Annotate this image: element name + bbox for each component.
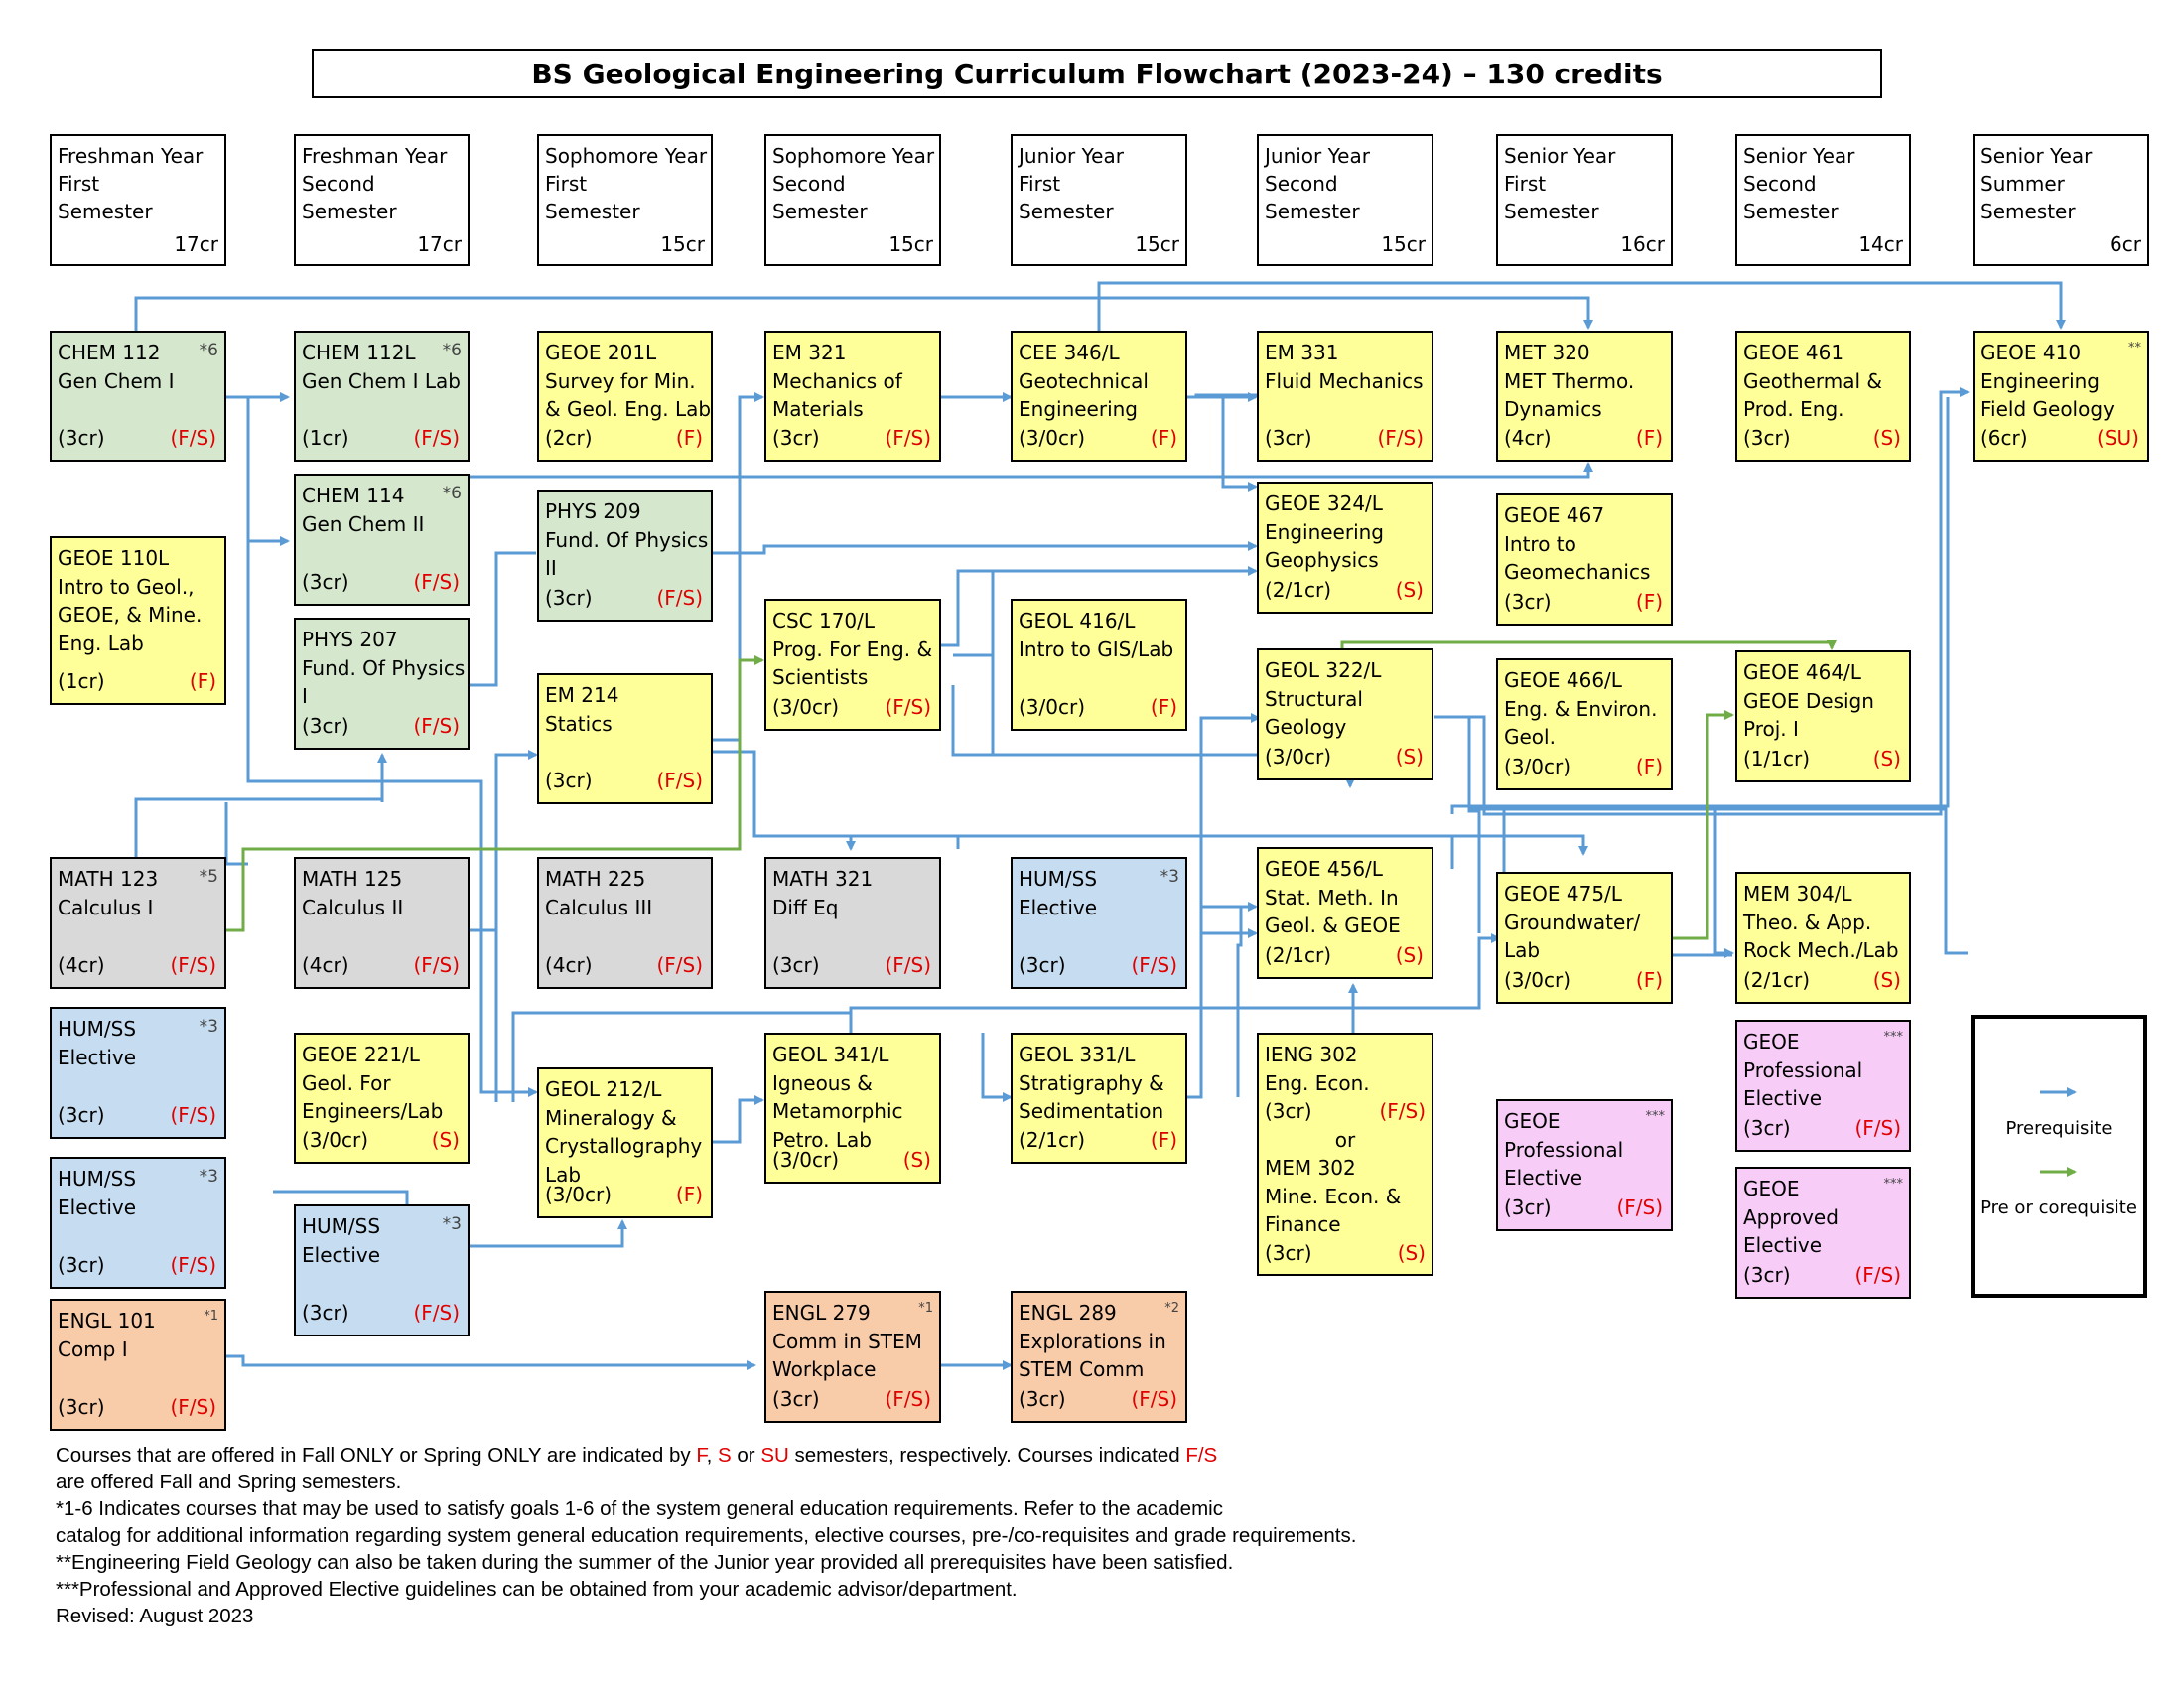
course-geoe-464l: GEOE 464/L GEOE Design Proj. I (1/1cr) (S) <box>1735 650 1911 782</box>
course-em-321: EM 321 Mechanics of Materials (3cr) (F/S) <box>764 331 941 462</box>
course-engl-289: *2 ENGL 289 Explorations in STEM Comm (3cr) (F/S) <box>1011 1291 1187 1423</box>
semester-header: Sophomore Year First Semester 15cr <box>537 134 713 266</box>
course-math-321: MATH 321 Diff Eq (3cr) (F/S) <box>764 857 941 989</box>
course-engl-279: *1 ENGL 279 Comm in STEM Workplace (3cr) (F/S) <box>764 1291 941 1423</box>
course-math-123: *5 MATH 123 Calculus I (4cr) (F/S) <box>50 857 226 989</box>
link <box>226 802 248 864</box>
course-geoe-410: ** GEOE 410 Engineering Field Geology (6cr) (SU) <box>1973 331 2149 462</box>
course-csc-170l: CSC 170/L Prog. For Eng. & Scientists (3/0cr) (F/S) <box>764 599 941 731</box>
course-geoe-475l: GEOE 475/L Groundwater/ Lab (3/0cr) (F) <box>1496 872 1673 1004</box>
course-em-214: EM 214 Statics (3cr) (F/S) <box>537 673 713 804</box>
course-geoe-approved-elective: *** GEOE Approved Elective (3cr) (F/S) <box>1735 1167 1911 1299</box>
course-math-225: MATH 225 Calculus III (4cr) (F/S) <box>537 857 713 989</box>
link <box>136 298 1588 331</box>
footnotes <box>56 1442 1644 1629</box>
course-geoe-461: GEOE 461 Geothermal & Prod. Eng. (3cr) (S) <box>1735 331 1911 462</box>
course-mem-304l: MEM 304/L Theo. & App. Rock Mech./Lab (2/1cr) (S) <box>1735 872 1911 1004</box>
semester-header: Sophomore Year Second Semester 15cr <box>764 134 941 266</box>
course-phys-209: PHYS 209 Fund. Of Physics II (3cr) (F/S) <box>537 490 713 622</box>
link <box>1238 907 1241 1097</box>
semester-header: Senior Year Second Semester 14cr <box>1735 134 1911 266</box>
semester-header: Junior Year Second Semester 15cr <box>1257 134 1433 266</box>
course-geoe-221l: GEOE 221/L Geol. For Engineers/Lab (3/0cr) (S) <box>294 1033 470 1164</box>
link <box>1452 836 1583 854</box>
course-chem-112l: *6 CHEM 112L Gen Chem I Lab (1cr) (F/S) <box>294 331 470 462</box>
link <box>983 1033 1011 1097</box>
note-line: are offered Fall and Spring semesters. <box>56 1471 402 1493</box>
link <box>136 755 382 857</box>
link <box>469 464 1588 477</box>
note-line: ***Professional and Approved Elective guidelines can be obtained from your academic advisor/department. <box>56 1578 1018 1601</box>
legend <box>1971 1015 2147 1298</box>
legend-prerequisite: Prerequisite <box>2005 1118 2113 1139</box>
course-chem-114: *6 CHEM 114 Gen Chem II (3cr) (F/S) <box>294 474 470 606</box>
course-geol-416l: GEOL 416/L Intro to GIS/Lab (3/0cr) (F) <box>1011 599 1187 731</box>
course-humss-elective: *3 HUM/SS Elective (3cr) (F/S) <box>294 1204 470 1336</box>
link <box>953 836 958 849</box>
semester-header: Junior Year First Semester 15cr <box>1011 134 1187 266</box>
course-cee-346l: CEE 346/L Geotechnical Engineering (3/0cr) (F) <box>1011 331 1187 462</box>
semester-header: Freshman Year First Semester 17cr <box>50 134 226 266</box>
course-humss-elective: *3 HUM/SS Elective (3cr) (F/S) <box>50 1157 226 1289</box>
course-geoe-324l: GEOE 324/L Engineering Geophysics (2/1cr) (S) <box>1257 482 1433 614</box>
course-math-125: MATH 125 Calculus II (4cr) (F/S) <box>294 857 470 989</box>
link <box>248 397 288 541</box>
course-geol-341l: GEOL 341/L Igneous & Metamorphic Petro. Lab (3/0cr) (S) <box>764 1033 941 1184</box>
link <box>1186 397 1256 487</box>
legend-corequisite: Pre or corequisite <box>1980 1197 2137 1218</box>
course-ieng-302-or-mem-302: IENG 302 Eng. Econ. (3cr) (F/S) or MEM 302 Mine. Econ. & Finance (3cr) (S) <box>1257 1033 1433 1276</box>
note-line: **Engineering Field Geology can also be taken during the summer of the Junior year provided all prerequisites have been satisfied. <box>56 1551 1234 1574</box>
course-chem-112: *6 CHEM 112 Gen Chem I (3cr) (F/S) <box>50 331 226 462</box>
link <box>469 553 536 685</box>
link <box>712 1100 762 1142</box>
link <box>1223 397 1256 487</box>
link <box>712 752 851 849</box>
course-geol-212l: GEOL 212/L Mineralogy & Crystallography Lab (3/0cr) (F) <box>537 1067 713 1218</box>
link <box>1670 715 1732 938</box>
link <box>712 546 1256 553</box>
semester-header: Senior Year First Semester 16cr <box>1496 134 1673 266</box>
note-line: Courses that are offered in Fall ONLY or Spring ONLY are indicated by F, S or SU semesters, respectively. Courses indicated F/S <box>56 1444 1218 1467</box>
semester-header: Freshman Year Second Semester 17cr <box>294 134 470 266</box>
course-phys-207: PHYS 207 Fund. Of Physics I (3cr) (F/S) <box>294 618 470 750</box>
link <box>1201 834 1256 907</box>
note-line: Revised: August 2023 <box>56 1605 254 1627</box>
link <box>712 397 740 740</box>
link <box>226 1356 754 1365</box>
chart-title: BS Geological Engineering Curriculum Flowchart (2023-24) – 130 credits <box>312 49 1882 98</box>
course-geoe-110l: GEOE 110L Intro to Geol., GEOE, & Mine. Eng. Lab (1cr) (F) <box>50 536 226 705</box>
course-geoe-professional-elective: *** GEOE Professional Elective (3cr) (F/S) <box>1735 1020 1911 1152</box>
course-engl-101: *1 ENGL 101 Comp I (3cr) (F/S) <box>50 1299 226 1431</box>
course-humss-elective: *3 HUM/SS Elective (3cr) (F/S) <box>1011 857 1187 989</box>
course-em-331: EM 331 Fluid Mechanics (3cr) (F/S) <box>1257 331 1433 462</box>
note-line: catalog for additional information regarding system general education requirements, elective courses, pre-/co-requisites and grade requirements. <box>56 1524 1357 1547</box>
note-line: *1-6 Indicates courses that may be used to satisfy goals 1-6 of the system general education requirements. Refer to the academic <box>56 1497 1223 1520</box>
course-geoe-201l: GEOE 201L Survey for Min. & Geol. Eng. Lab (2cr) (F) <box>537 331 713 462</box>
course-geol-322l: GEOL 322/L Structural Geology (3/0cr) (S) <box>1257 648 1433 780</box>
course-met-320: MET 320 MET Thermo. Dynamics (4cr) (F) <box>1496 331 1673 462</box>
course-geoe-456l: GEOE 456/L Stat. Meth. In Geol. & GEOE (2/1cr) (S) <box>1257 847 1433 979</box>
course-geoe-466l: GEOE 466/L Eng. & Environ. Geol. (3/0cr) (F) <box>1496 658 1673 790</box>
course-humss-elective: *3 HUM/SS Elective (3cr) (F/S) <box>50 1007 226 1139</box>
link <box>1099 283 2061 331</box>
semester-header: Senior Year Summer Semester 6cr <box>1973 134 2149 266</box>
course-geol-331l: GEOL 331/L Stratigraphy & Sedimentation (2/1cr) (F) <box>1011 1033 1187 1164</box>
link <box>1469 717 1479 933</box>
course-geoe-professional-elective: *** GEOE Professional Elective (3cr) (F/S) <box>1496 1099 1673 1231</box>
course-geoe-467: GEOE 467 Intro to Geomechanics (3cr) (F) <box>1496 493 1673 626</box>
